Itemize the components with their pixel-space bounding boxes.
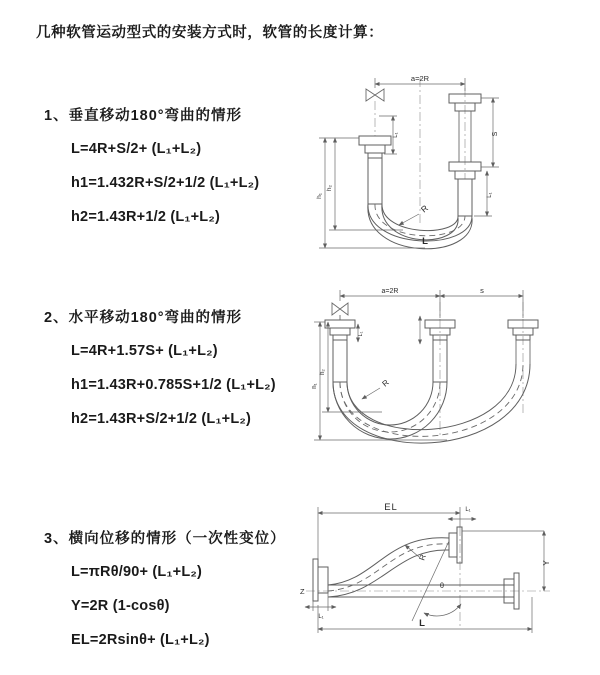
dim-label-radius: R	[417, 553, 428, 562]
formula-line: h1=1.43R+0.785S+1/2 (L₁+L₂)	[71, 377, 276, 393]
angle-construction	[412, 541, 461, 621]
section-horizontal-180	[44, 306, 276, 436]
dim-label-span: a=2R	[410, 74, 430, 83]
dim-label-fitting: L₁	[318, 614, 324, 620]
dim-label-travel: s	[480, 286, 484, 295]
formula-list	[71, 555, 286, 657]
dim-label-height: h₂	[320, 369, 326, 375]
diagram-vertical-180-bend	[303, 64, 553, 258]
diagram-horizontal-180-bend	[312, 284, 564, 454]
dimension-travel	[481, 98, 499, 167]
formula-line: L=4R+1.57S+ (L₁+L₂)	[71, 343, 218, 359]
dimension-span	[375, 74, 465, 91]
page-title: 几种软管运动型式的安装方式时，软管的长度计算：	[36, 25, 384, 41]
dim-label-radius: R	[418, 202, 430, 215]
hose-curves	[328, 538, 449, 597]
dim-label-travel: S	[492, 131, 499, 137]
valve-icon	[366, 89, 384, 101]
dimension-fitting-right	[474, 171, 493, 216]
dim-label-angle: θ	[439, 581, 445, 590]
dim-label-height: h₁	[316, 193, 323, 199]
formula-line: EL=2Rsinθ+ (L₁+L₂)	[71, 632, 210, 648]
formula-line: h2=1.43R+1/2 (L₁+L₂)	[71, 209, 221, 225]
left-flange	[313, 559, 328, 601]
valve-icon	[332, 303, 348, 320]
dim-label-fitting: L₁	[358, 331, 364, 337]
section-lateral	[44, 527, 286, 657]
formula-line: h1=1.432R+S/2+1/2 (L₁+L₂)	[71, 175, 260, 191]
dim-label-fitting: L₁	[393, 132, 399, 138]
axis-mark: Z	[300, 587, 305, 596]
formula-line: L=πRθ/90+ (L₁+L₂)	[71, 564, 203, 580]
braided-hose	[368, 158, 382, 204]
dimension-offset	[462, 531, 551, 591]
dimension-height-outer	[316, 138, 425, 248]
dim-label-height: h₂	[326, 184, 333, 192]
section-vertical-180	[44, 104, 259, 234]
braided-hose	[458, 179, 472, 216]
left-pipe-flange	[359, 136, 391, 158]
dim-label-height: h₁	[312, 383, 318, 389]
braided-hose	[333, 340, 347, 382]
dim-label-length: L	[419, 618, 425, 629]
section-heading: 3、横向位移的情形（一次性变位）	[44, 531, 286, 547]
formula-line: h2=1.43R+S/2+1/2 (L₁+L₂)	[71, 411, 252, 427]
left-flange	[325, 320, 355, 340]
dim-label-length: L	[422, 236, 428, 247]
radius-leader	[399, 203, 430, 225]
section-heading: 2、水平移动180°弯曲的情形	[44, 310, 243, 326]
hose-curves	[333, 364, 530, 443]
dimension-fitting-left	[379, 116, 399, 154]
dim-label-fitting: L₁	[487, 192, 493, 198]
formula-list	[71, 132, 259, 234]
dim-label-span: a=2R	[381, 288, 399, 295]
formula-line: Y=2R (1-cosθ)	[71, 598, 170, 614]
dim-label-radius: R	[380, 377, 391, 389]
dimension-fitting-left	[358, 324, 364, 342]
dimension-travel	[440, 286, 523, 296]
radius-leader	[362, 378, 391, 399]
dim-label-fitting: L₁	[465, 507, 471, 513]
dim-label-offset: Y	[542, 560, 551, 566]
diagram-lateral-displacement	[298, 501, 560, 645]
section-heading: 1、垂直移动180°弯曲的情形	[44, 108, 243, 124]
formula-list	[71, 334, 276, 436]
dimension-length	[318, 597, 532, 633]
dimension-span	[340, 288, 523, 318]
formula-line: L=4R+S/2+ (L₁+L₂)	[71, 141, 202, 157]
dim-label-el: EL	[384, 502, 398, 513]
